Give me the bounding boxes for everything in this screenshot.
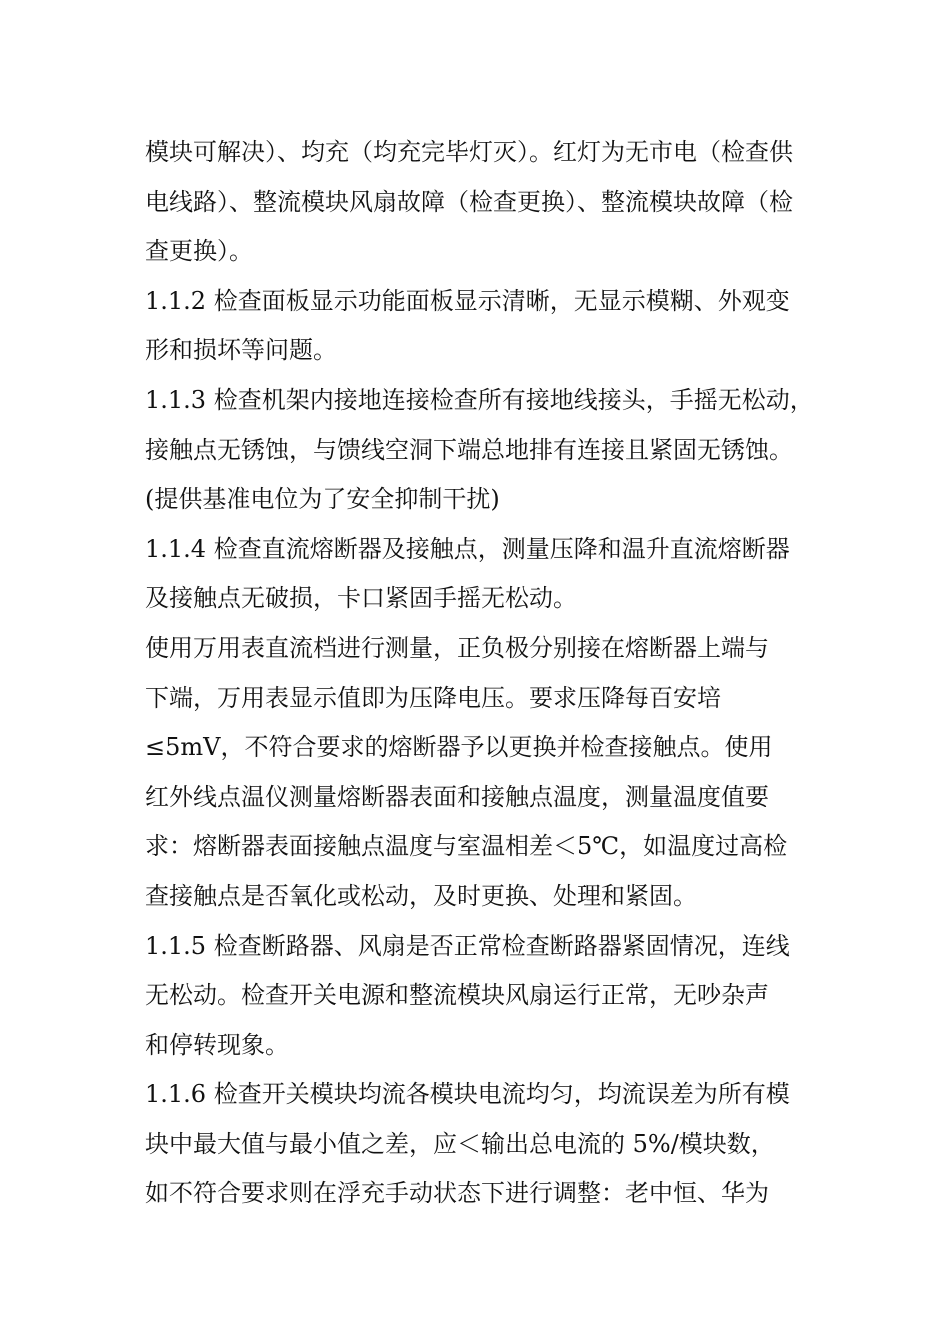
text-line: 查接触点是否氧化或松动，及时更换、处理和紧固。 xyxy=(145,881,697,910)
section-heading-1-1-3: 1.1.3 检查机架内接地连接检查所有接地线接头，手摇无松动， xyxy=(145,385,814,414)
text-line: 和停转现象。 xyxy=(145,1030,289,1059)
text-line: 块中最大值与最小值之差，应＜输出总电流的 5%/模块数， xyxy=(145,1129,775,1158)
text-line: 形和损坏等问题。 xyxy=(145,336,337,365)
text-line: 接触点无锈蚀，与馈线空洞下端总地排有连接且紧固无锈蚀。 xyxy=(145,435,793,464)
text-line: (提供基准电位为了安全抑制干扰) xyxy=(145,485,500,514)
section-heading-1-1-6: 1.1.6 检查开关模块均流各模块电流均匀，均流误差为所有模 xyxy=(145,1080,790,1109)
text-line: 下端，万用表显示值即为压降电压。要求压降每百安培 xyxy=(145,683,721,712)
text-line: 无松动。检查开关电源和整流模块风扇运行正常，无吵杂声 xyxy=(145,981,769,1010)
section-heading-1-1-4: 1.1.4 检查直流熔断器及接触点，测量压降和温升直流熔断器 xyxy=(145,534,790,563)
text-line: 红外线点温仪测量熔断器表面和接触点温度，测量温度值要 xyxy=(145,782,769,811)
section-heading-1-1-5: 1.1.5 检查断路器、风扇是否正常检查断路器紧固情况，连线 xyxy=(145,931,790,960)
section-heading-1-1-2: 1.1.2 检查面板显示功能面板显示清晰，无显示模糊、外观变 xyxy=(145,286,790,315)
text-line: 如不符合要求则在浮充手动状态下进行调整：老中恒、华为 xyxy=(145,1179,769,1208)
text-line: 模块可解决）、均充（均充完毕灯灭）。红灯为无市电（检查供 xyxy=(145,138,793,166)
text-line: 使用万用表直流档进行测量，正负极分别接在熔断器上端与 xyxy=(145,633,769,662)
text-line: 及接触点无破损，卡口紧固手摇无松动。 xyxy=(145,584,577,613)
text-line: 求：熔断器表面接触点温度与室温相差＜5℃，如温度过高检 xyxy=(145,832,788,861)
text-line: 查更换）。 xyxy=(145,237,253,266)
document-body xyxy=(145,128,813,1219)
text-line: ≤5mV，不符合要求的熔断器予以更换并检查接触点。使用 xyxy=(145,733,773,762)
text-line: 电线路）、整流模块风扇故障（检查更换）、整流模块故障（检 xyxy=(145,187,793,216)
